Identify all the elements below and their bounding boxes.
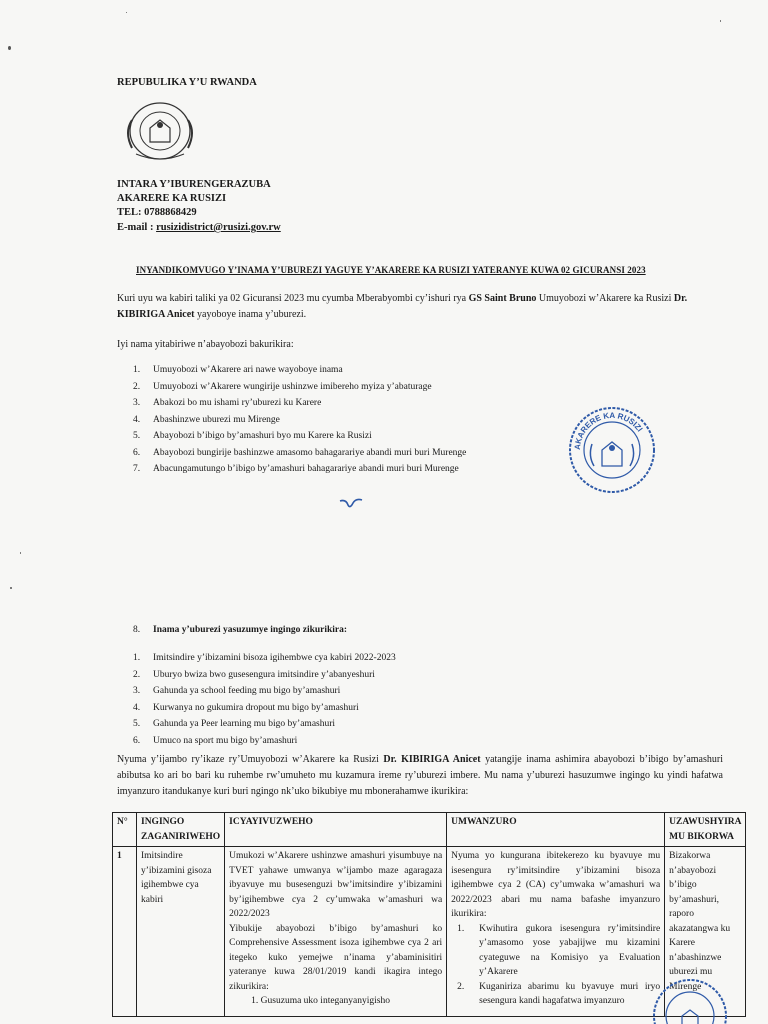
closing-paragraph: Nyuma y’ijambo ry’ikaze ry’Umuyobozi w’Akarere ka Rusizi Dr. KIBIRIGA Anicet yatangije inama ashimira abayobozi b’ibigo by’amashuri abibutsa ko ari bo bari ku ruhembe rw’umuheto mu kuzamura ireme ry’uburezi imbere. Mu nama y’uburezi hasuzumwe ingingo ku yindi hafatwa imyanzuro itandukanye kuri buri ngingo nk’uko bikubiye mu mbonerahamwe ikurikira: [117, 754, 723, 797]
row-topic: Imitsindire y’ibizamini gisoza igihembwe cya kabiri [137, 847, 225, 1017]
attendance-intro: Iyi nama yitabiriwe n’abayobozi bakurikira: [117, 339, 294, 350]
header-resolution: UMWANZURO [447, 813, 665, 847]
intro-paragraph [117, 291, 719, 323]
list-item: 2. Uburyo bwiza bwo gusesengura imitsindire y’abanyeshuri [133, 669, 375, 680]
row-discussion: Umukozi w’Akarere ushinzwe amashuri yisumbuye na TVET yahawe umwanya w’ijambo maze agaragaza ibyavuye mu busesenguzi bw’imitsindire y’ibizamini by’igihembwe cya 2 cy’umwaka w’amashuri wa 2022/2023 Yibukije abayobozi b’ibigo by’amashuri ko Comprehensive Assessment isoza igihembwe cya 2 ari itegeko kuko yemejwe n’inama y’abaminisitiri yateranye kuwa 28/01/2019 kandi ikagira intego zikurikira: 1. Gusuzuma uko integanyanyigisho [225, 847, 447, 1017]
school-name: GS Saint Bruno [468, 293, 537, 304]
attendees-list [133, 362, 466, 478]
list-item: 5. Gahunda ya Peer learning mu bigo by’amashuri [133, 719, 336, 729]
agenda-heading: 8. Inama y’uburezi yasuzumye ingingo zikurikira: [133, 625, 348, 635]
intro-text-1: Kuri uyu wa kabiri taliki ya 02 Gicuransi 2023 mu cyumba Mberabyombi cy’ishuri rya [117, 293, 469, 304]
list-item: 4. Abashinzwe uburezi mu Mirenge [133, 414, 280, 425]
list-item: 7. Abacungamutungo b’ibigo by’amashuri bahagarariye abandi muri buri Murenge [133, 464, 459, 474]
intro-text-2: Umuyobozi w’Akarere ka Rusizi [536, 293, 674, 304]
scan-speck [20, 552, 21, 554]
scan-speck [720, 20, 721, 22]
list-item: 2. Umuyobozi w’Akarere wungirije ushinzwe imibereho myiza y’abaturage [133, 381, 432, 392]
province-label: INTARA Y’IBURENGERAZUBA [117, 179, 271, 190]
resolution-item: 1. Kwihutira gukora isesengura ry’imitsindire y’amasomo yose yabajijwe mu kizamini cyateguwe na Komisiyo ya Evaluation y’Akarere [457, 923, 661, 977]
telephone-label: TEL: 0788868429 [117, 207, 197, 218]
scan-speck [8, 46, 11, 50]
row-implementer: Bizakorwa n’abayobozi b’ibigo by’amashuri, raporo akazatangwa ku Karere n’abashinzwe uburezi mu Mirenge [665, 847, 746, 1017]
list-item: 4. Kurwanya no gukumira dropout mu bigo by’amashuri [133, 702, 359, 713]
stamp-text: AKARERE KA RUSIZI [572, 410, 645, 451]
district-stamp-partial-icon [650, 972, 730, 1024]
intro-text-3: yayoboye inama y’uburezi. [194, 309, 307, 320]
mayor-name: Dr. KIBIRIGA Anicet [117, 293, 688, 320]
row-resolution: Nyuma yo kungurana ibitekerezo ku byavuye mu isesengura ry’imitsindire y’ibizamini bisoza igihembwe cya 2 (CA) cy’umwaka w’amashuri wa 2022/2023 abari mu nama bafashe imyanzuro ikurikira: 1. Kwihutira gukora isesengura ry’imitsindire y’amasomo yose yabajijwe mu kizamini cyateguwe na Komisiyo ya Evaluation y’Akarere 2. Kuganiriza abarimu ku byavuye muri iryo sesengura kandi hagafatwa imyanzuro [447, 847, 665, 1017]
list-item: 1. Umuyobozi w’Akarere ari nawe wayoboye inama [133, 365, 343, 375]
list-item: 5. Abayobozi b’ibigo by’amashuri byo mu Karere ka Rusizi [133, 431, 372, 441]
republic-heading: REPUBULIKA Y’U RWANDA [117, 77, 257, 88]
list-item: 6. Umuco na sport mu bigo by’amashuri [133, 735, 298, 746]
resolution-item: 2. Kuganiriza abarimu ku byavuye muri iryo sesengura kandi hagafatwa imyanzuro [457, 981, 661, 1006]
signature-mark-icon [338, 497, 364, 511]
list-item: 3. Abakozi bo mu ishami ry’uburezi ku Karere [133, 398, 322, 408]
email-link[interactable]: rusizidistrict@rusizi.gov.rw [156, 222, 281, 233]
header-topic: INGINGO ZAGANIRIWEHO [137, 813, 225, 847]
document-title: INYANDIKOMVUGO Y’INAMA Y’UBUREZI YAGUYE Y’AKARERE KA RUSIZI YATERANYE KUWA 02 GICURANSI 2023 [136, 265, 646, 275]
list-item: 6. Abayobozi bungirije bashinzwe amasomo bahagarariye abandi muri buri Murenge [133, 447, 467, 458]
row-number: 1 [113, 847, 137, 1017]
email-label: E-mail : [117, 222, 157, 233]
district-label: AKARERE KA RUSIZI [117, 193, 227, 204]
mayor-name: Dr. KIBIRIGA Anicet [383, 754, 481, 765]
table-header-row [113, 813, 746, 847]
district-stamp-icon [566, 404, 658, 496]
scan-speck [10, 587, 12, 589]
list-item: 1. Imitsindire y’ibizamini bisoza igihembwe cya kabiri 2022-2023 [133, 653, 396, 663]
header-number: N° [113, 813, 137, 847]
list-item: 3. Gahunda ya school feeding mu bigo by’amashuri [133, 686, 341, 696]
email-line [117, 221, 281, 234]
national-seal-icon [114, 100, 206, 164]
scan-speck [126, 12, 127, 13]
header-implementer: UZAWUSHYIRA MU BIKORWA [665, 813, 746, 847]
agenda-list [133, 650, 396, 749]
header-discussion: ICYAYIVUZWEHO [225, 813, 447, 847]
